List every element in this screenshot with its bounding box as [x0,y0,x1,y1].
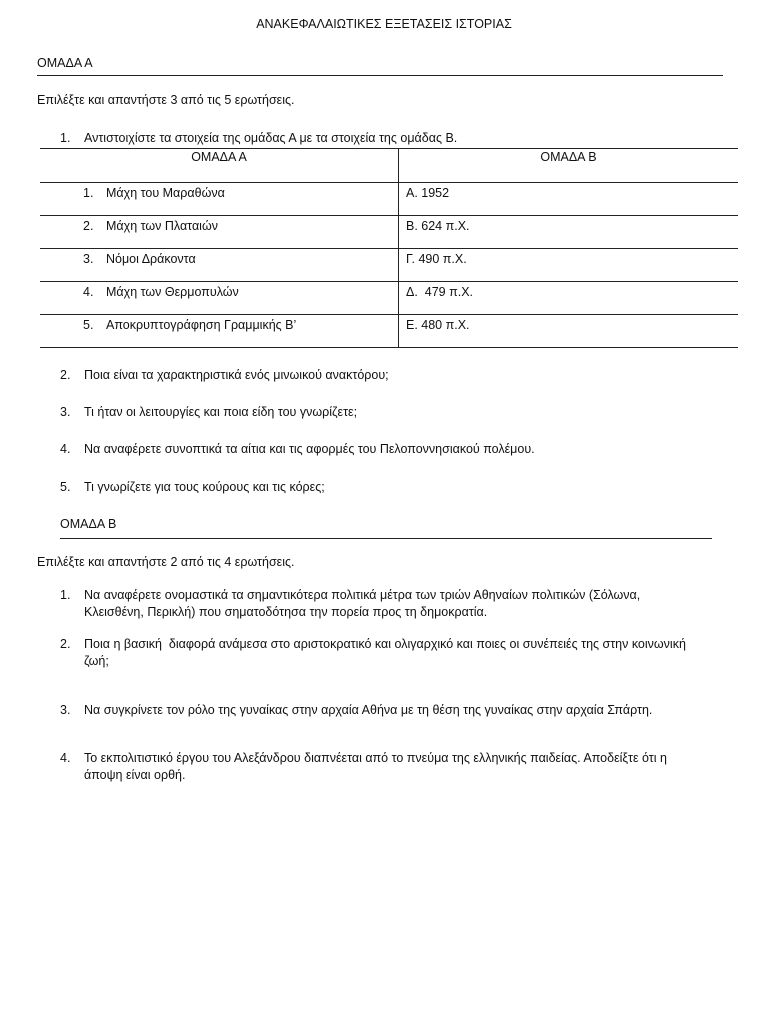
group-b-divider [60,538,712,539]
row-item-b: Α. 1952 [406,186,450,200]
question-b3-number: 3. [60,703,71,717]
table-header-group-b: ΟΜΑΔΑ Β [399,149,739,183]
question-b2-line1: Ποια η βασική διαφορά ανάμεσα στο αριστοκρατικό και ολιγαρχικό και ποιες οι συνέπειές της στην κοινωνική [84,637,686,651]
row-number: 5. [83,318,94,332]
question-a4-text: Να αναφέρετε συνοπτικά τα αίτια και τις αφορμές του Πελοποννησιακού πολέμου. [84,442,535,456]
row-number: 4. [83,285,94,299]
table-header-group-a: ΟΜΑΔΑ Α [40,149,399,183]
table-row [40,249,738,282]
group-b-instruction: Επιλέξτε και απαντήστε 2 από τις 4 ερωτήσεις. [37,555,295,569]
question-b1-line1: Να αναφέρετε ονομαστικά τα σημαντικότερα πολιτικά μέτρα των τριών Αθηναίων πολιτικών (Σόλωνα, [84,588,641,602]
group-a-divider [37,75,723,76]
matching-table [40,148,738,348]
question-b1-line2: Κλεισθένη, Περικλή) που σηματοδότησα την πορεία προς τη δημοκρατία. [84,605,488,619]
row-item-a: Μάχη των Θερμοπυλών [106,285,239,299]
question-a3-number: 3. [60,405,71,419]
row-item-b: Ε. 480 π.Χ. [406,318,470,332]
question-a2-number: 2. [60,368,71,382]
question-b4-number: 4. [60,751,71,765]
row-number: 2. [83,219,94,233]
group-a-heading: ΟΜΑΔΑ Α [37,56,93,70]
question-b4-line2: άποψη είναι ορθή. [84,768,186,782]
table-row [40,282,738,315]
question-a3-text: Τι ήταν οι λειτουργίες και ποια είδη του γνωρίζετε; [84,405,358,419]
group-b-heading: ΟΜΑΔΑ Β [60,517,117,531]
table-row [40,183,738,216]
table-row [40,216,738,249]
row-number: 3. [83,252,94,266]
question-b1-text [84,587,640,621]
question-b3-line1: Να συγκρίνετε τον ρόλο της γυναίκας στην αρχαία Αθήνα με τη θέση της γυναίκας στην αρχαία Σπάρτη. [84,703,653,717]
question-b2-number: 2. [60,637,71,651]
question-b4-line1: Το εκπολιτιστικό έργου του Αλεξάνδρου διαπνέεται από το πνεύμα της ελληνικής παιδείας. Αποδείξτε ότι η [84,751,667,765]
question-b2-text [84,636,686,670]
question-a1-text: Αντιστοιχίστε τα στοιχεία της ομάδας Α με τα στοιχεία της ομάδας Β. [84,131,458,145]
question-a5-number: 5. [60,480,71,494]
row-item-a: Αποκρυπτογράφηση Γραμμικής Β’ [106,318,297,332]
row-item-b: Δ. 479 π.Χ. [406,285,474,299]
question-b4-text [84,750,667,784]
table-row [40,315,738,348]
row-item-a: Μάχη του Μαραθώνα [106,186,225,200]
question-a4-number: 4. [60,442,71,456]
question-b2-line2: ζωή; [84,654,109,668]
question-a5-text: Τι γνωρίζετε για τους κούρους και τις κόρες; [84,480,325,494]
row-item-b: Β. 624 π.Χ. [406,219,470,233]
document-title: ΑΝΑΚΕΦΑΛΑΙΩΤΙΚΕΣ ΕΞΕΤΑΣΕΙΣ ΙΣΤΟΡΙΑΣ [256,17,512,31]
group-a-instruction: Επιλέξτε και απαντήστε 3 από τις 5 ερωτήσεις. [37,93,295,107]
row-number: 1. [83,186,94,200]
question-b1-number: 1. [60,588,71,602]
row-item-b: Γ. 490 π.Χ. [406,252,467,266]
question-a2-text: Ποια είναι τα χαρακτηριστικά ενός μινωικού ανακτόρου; [84,368,389,382]
question-b3-text [84,702,652,719]
table-header-row [40,149,738,183]
question-a1-number: 1. [60,131,71,145]
row-item-a: Νόμοι Δράκοντα [106,252,196,266]
row-item-a: Μάχη των Πλαταιών [106,219,218,233]
